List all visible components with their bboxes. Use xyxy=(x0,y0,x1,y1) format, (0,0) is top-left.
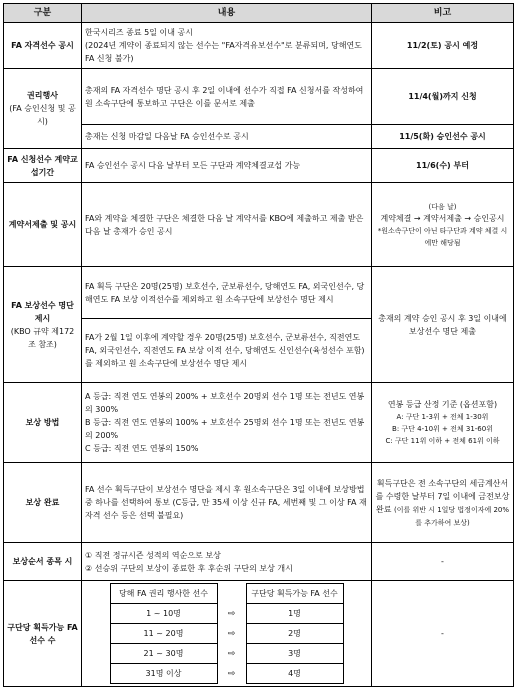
label-fa-limit: 구단당 획득가능 FA선수 수 xyxy=(4,581,82,687)
fa-limit-left: 11 ~ 20명 xyxy=(110,624,217,644)
content-line: 한국시리즈 종료 5일 이내 공시 xyxy=(85,28,193,37)
note-compensation-method xyxy=(372,383,514,463)
row-compensation-order xyxy=(4,543,514,581)
label-compensation-method: 보상 방법 xyxy=(4,383,82,463)
content-line: (2024년 계약이 종료되지 않는 선수는 "FA자격유보선수"로 분류되며, 당해연도 FA 신청 불가) xyxy=(85,41,362,63)
fa-limit-row xyxy=(110,644,343,664)
header-content: 내용 xyxy=(82,4,372,23)
row-compensation-complete xyxy=(4,463,514,543)
label-rights-exercise xyxy=(4,69,82,149)
content-contract-submission: FA와 계약을 체결한 구단은 체결한 다음 날 계약서를 KBO에 제출하고 제출 받은 다음 날 총재가 승인 공시 xyxy=(82,183,372,267)
grade-criteria-line: B: 구단 4-10위 + 전체 31-60위 xyxy=(392,425,493,433)
header-category: 구분 xyxy=(4,4,82,23)
label-negotiation-period: FA 신청선수 계약교섭기간 xyxy=(4,149,82,183)
header-note: 비고 xyxy=(372,4,514,23)
content-protected-list-a: FA 획득 구단은 20명(25명) 보호선수, 군보류선수, 당해연도 FA, 외국인선수, 당해연도 FA 보상 이적선수를 제외하고 원 소속구단에 보상선수 명단 제시 xyxy=(82,267,372,319)
note-fa-announcement: 11/2(토) 공시 예정 xyxy=(372,23,514,69)
row-protected-list-a xyxy=(4,267,514,319)
row-negotiation-period xyxy=(4,149,514,183)
fa-limit-left: 31명 이상 xyxy=(110,664,217,684)
note-next-day: (다음 날) xyxy=(428,202,457,211)
label-protected-list xyxy=(4,267,82,383)
fa-limit-table xyxy=(110,583,344,684)
row-fa-limit xyxy=(4,581,514,687)
note-flow: 계약체결 → 계약서제출 → 승인공시 xyxy=(380,213,505,223)
arrow-right-icon: ⇨ xyxy=(227,628,236,639)
fa-limit-right: 2명 xyxy=(246,624,343,644)
note-rights-exercise-b: 11/5(화) 승인선수 공시 xyxy=(372,125,514,149)
label-fa-announcement: FA 자격선수 공시 xyxy=(4,23,82,69)
row-fa-announcement xyxy=(4,23,514,69)
fa-limit-head-left: 당해 FA 권리 행사한 선수 xyxy=(110,584,217,604)
fa-limit-left: 21 ~ 30명 xyxy=(110,644,217,664)
content-fa-announcement xyxy=(82,23,372,69)
note-rights-exercise-a: 11/4(월)까지 신청 xyxy=(372,69,514,125)
fa-limit-row xyxy=(110,604,343,624)
content-rights-exercise-b: 총재는 신청 마감일 다음날 FA 승인선수로 공시 xyxy=(82,125,372,149)
spacer xyxy=(217,584,246,604)
arrow-right-icon: ⇨ xyxy=(227,648,236,659)
content-compensation-order xyxy=(82,543,372,581)
note-compensation-order: - xyxy=(372,543,514,581)
note-compensation-complete xyxy=(372,463,514,543)
grade-a-line: A 등급: 직전 연도 연봉의 200% + 보호선수 20명외 선수 1명 또는 전년도 연봉의 300% xyxy=(85,392,365,414)
label-main: FA 보상선수 명단 제시 xyxy=(11,300,74,323)
row-rights-exercise-a xyxy=(4,69,514,125)
fa-limit-left: 1 ~ 10명 xyxy=(110,604,217,624)
label-main: 권리행사 xyxy=(27,91,58,100)
arrow-right-icon: ⇨ xyxy=(227,668,236,679)
content-protected-list-b: FA가 2월 1일 이후에 계약할 경우 20명(25명) 보호선수, 군보류선수, 직전연도 FA, 외국인선수, 직전연도 FA 보상 이적 선수, 당해연도 신인선수(육성선수 포함)를 제외하고 원 소속구단에 보상선수 명단 제시 xyxy=(82,319,372,383)
row-contract-submission xyxy=(4,183,514,267)
note-protected-list: 총재의 계약 승인 공시 후 3일 이내에 보상선수 명단 제출 xyxy=(372,267,514,383)
fa-limit-row xyxy=(110,664,343,684)
grade-criteria-title: 연봉 등급 산정 기준 (옵션포함) xyxy=(387,400,498,409)
grade-b-line: B 등급: 직전 연도 연봉의 100% + 보호선수 25명외 선수 1명 또는 전년도 연봉의 200% xyxy=(85,418,365,440)
label-sub: (KBO 규약 제172조 참조) xyxy=(10,326,75,349)
arrow-right-icon: ⇨ xyxy=(227,608,236,619)
note-negotiation-period: 11/6(수) 부터 xyxy=(372,149,514,183)
label-compensation-complete: 보상 완료 xyxy=(4,463,82,543)
note-penalty: (이를 위반 시 1일당 법정이자에 20%를 추가하여 보상) xyxy=(394,505,510,527)
row-compensation-method xyxy=(4,383,514,463)
fa-limit-row xyxy=(110,624,343,644)
label-contract-submission: 계약서제출 및 공시 xyxy=(4,183,82,267)
fa-limit-right: 3명 xyxy=(246,644,343,664)
note-fa-limit: - xyxy=(372,581,514,687)
note-contract-submission xyxy=(372,183,514,267)
fa-schedule-table xyxy=(3,3,514,687)
order-line: ① 직전 정규시즌 성적의 역순으로 보상 xyxy=(85,550,221,560)
content-compensation-method xyxy=(82,383,372,463)
fa-limit-header xyxy=(110,584,343,604)
note-condition: *원소속구단이 아닌 타구단과 계약 체결 시에만 해당됨 xyxy=(377,226,508,247)
label-sub: (FA 승인신청 및 공시) xyxy=(9,104,76,126)
grade-criteria-line: C: 구단 11위 이하 + 전체 61위 이하 xyxy=(385,437,500,445)
grade-c-line: C 등급: 직전 연도 연봉의 150% xyxy=(85,444,199,453)
grade-criteria-line: A: 구단 1-3위 + 전체 1-30위 xyxy=(396,413,489,421)
content-rights-exercise-a: 총재의 FA 자격선수 명단 공시 후 2일 이내에 선수가 직접 FA 신청서를 작성하여 원 소속구단에 통보하고 구단은 이를 문서로 제출 xyxy=(82,69,372,125)
fa-limit-head-right: 구단당 획득가능 FA 선수 xyxy=(246,584,343,604)
fa-limit-right: 1명 xyxy=(246,604,343,624)
order-line: ② 선승위 구단의 보상이 종료한 후 후순위 구단의 보상 개시 xyxy=(85,563,293,573)
note-main: 획득구단은 전 소속구단의 세금계산서를 수령한 날부터 7일 이내에 금전보상 완료 xyxy=(375,478,510,514)
content-fa-limit xyxy=(82,581,372,687)
label-compensation-order: 보상순서 종목 시 xyxy=(4,543,82,581)
content-negotiation-period: FA 승인선수 공시 다음 날부터 모든 구단과 계약체결교섭 가능 xyxy=(82,149,372,183)
content-compensation-complete: FA 선수 획득구단이 보상선수 명단을 제시 후 원소속구단은 3일 이내에 보상방법 중 하나를 선택하여 통보 (C등급, 만 35세 이상 신규 FA, 세번째 및 그 이상 FA 재자격 선수 등은 선택 불필요) xyxy=(82,463,372,543)
header-row xyxy=(4,4,514,23)
fa-limit-right: 4명 xyxy=(246,664,343,684)
